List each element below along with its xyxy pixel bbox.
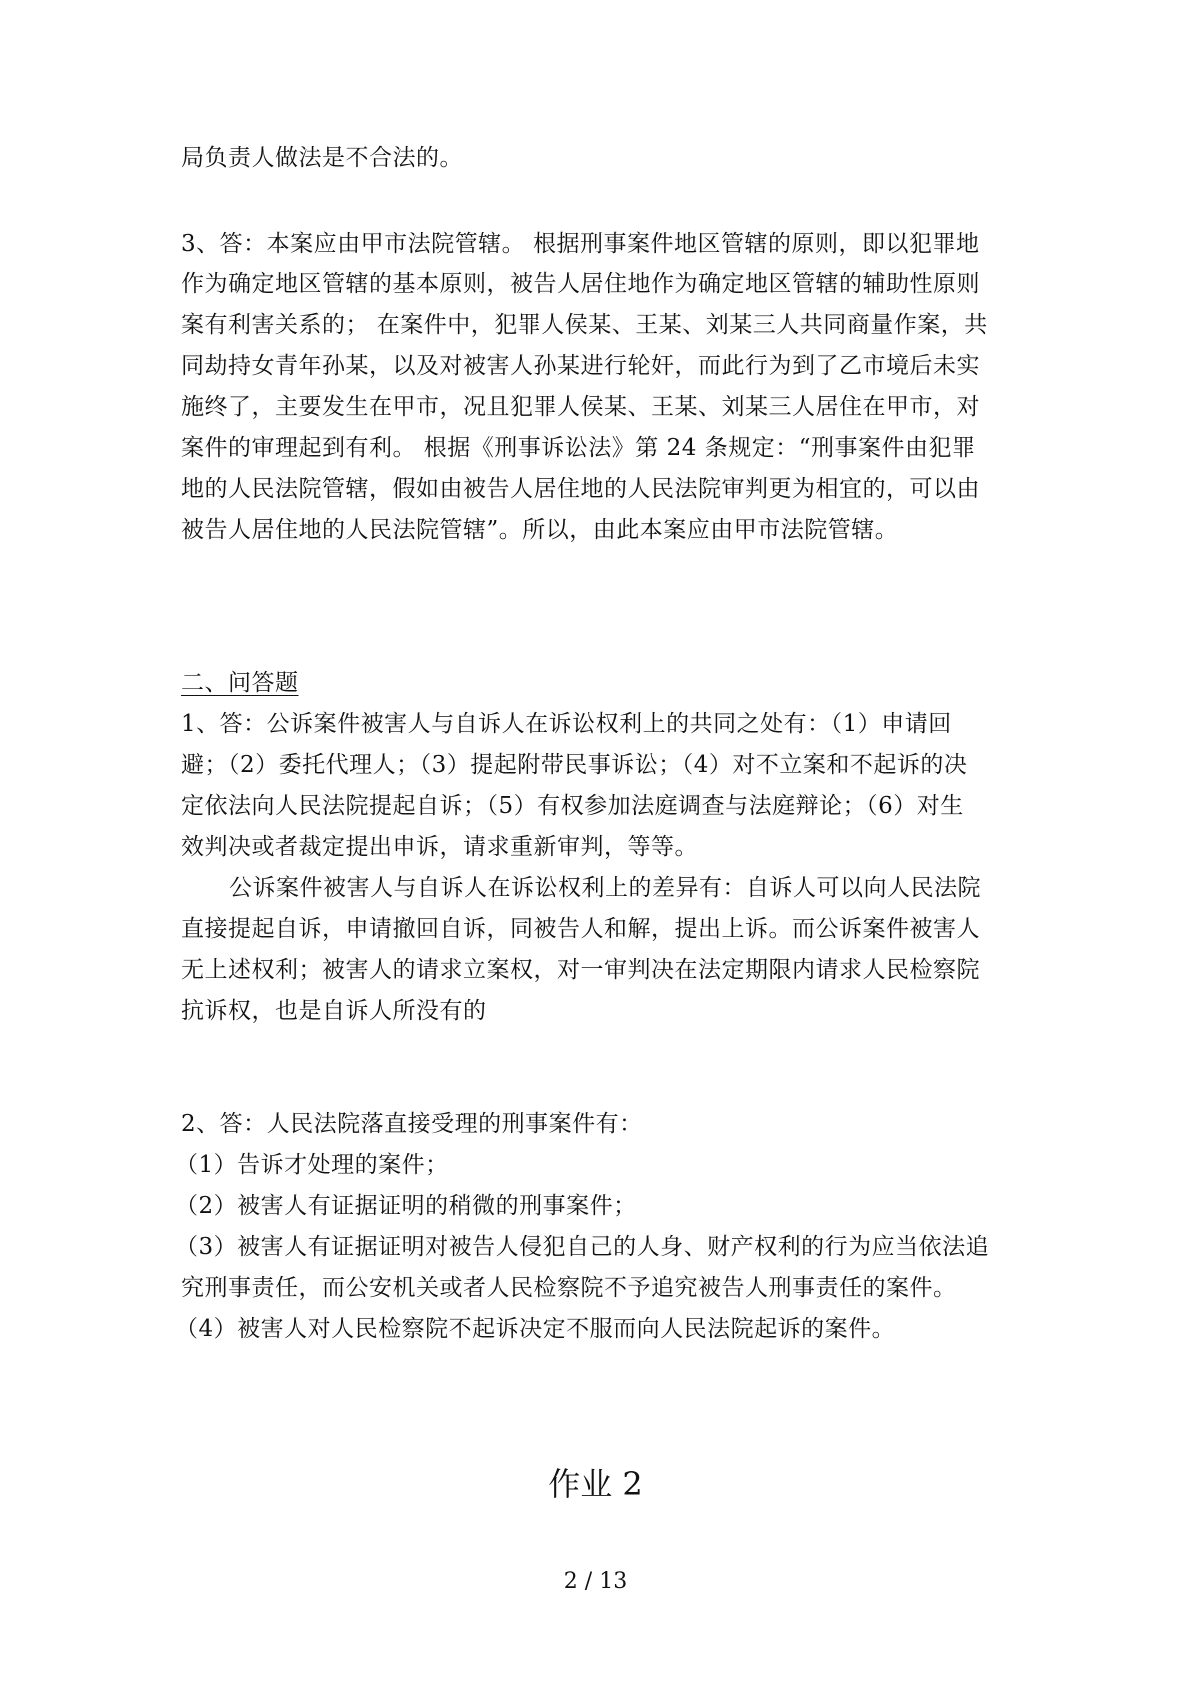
answer-3-line: 作为确定地区管辖的基本原则，被告人居住地作为确定地区管辖的辅助性原则 bbox=[181, 271, 980, 297]
answer-3-line: 案有利害关系的； 在案件中，犯罪人侯某、王某、刘某三人共同商量作案，共 bbox=[181, 312, 988, 338]
qa-1b-line: 直接提起自诉，申请撤回自诉，同被告人和解，提出上诉。而公诉案件被害人 bbox=[181, 916, 980, 942]
qa-1-line: 1、答：公诉案件被害人与自诉人在诉讼权利上的共同之处有：（1）申请回 bbox=[181, 711, 952, 737]
qa-1b-line: 公诉案件被害人与自诉人在诉讼权利上的差异有：自诉人可以向人民法院 bbox=[229, 875, 981, 901]
answer-3-line: 3、答：本案应由甲市法院管辖。 根据刑事案件地区管辖的原则，即以犯罪地 bbox=[181, 231, 980, 257]
page-number: 2 / 13 bbox=[563, 1569, 628, 1594]
answer-3-line: 案件的审理起到有利。 根据《刑事诉讼法》第 24 条规定：“刑事案件由犯罪 bbox=[181, 435, 976, 461]
qa-1b-line: 抗诉权，也是自诉人所没有的 bbox=[181, 998, 487, 1024]
qa-1-line: 定依法向人民法院提起自诉；（5）有权参加法庭调查与法庭辩论；（6）对生 bbox=[181, 793, 964, 819]
answer-3-line: 同劫持女青年孙某，以及对被害人孙某进行轮奸，而此行为到了乙市境后未实 bbox=[181, 353, 980, 379]
answer-3-line: 被告人居住地的人民法院管辖”。所以，由此本案应由甲市法院管辖。 bbox=[181, 517, 899, 543]
qa-2-item: （4）被害人对人民检察院不起诉决定不服而向人民法院起诉的案件。 bbox=[175, 1316, 896, 1342]
qa-2-item: （3）被害人有证据证明对被告人侵犯自己的人身、财产权利的行为应当依法追 bbox=[175, 1234, 990, 1260]
answer-3-line: 地的人民法院管辖，假如由被告人居住地的人民法院审判更为相宜的，可以由 bbox=[181, 476, 980, 502]
qa-2-item: （2）被害人有证据证明的稍微的刑事案件； bbox=[175, 1193, 637, 1219]
section-heading: 二、问答题 bbox=[181, 670, 299, 696]
qa-1-line: 避；（2）委托代理人；（3）提起附带民事诉讼；（4）对不立案和不起诉的决 bbox=[181, 752, 968, 778]
qa-2-line: 2、答：人民法院落直接受理的刑事案件有： bbox=[181, 1111, 643, 1137]
assignment-title: 作业 2 bbox=[548, 1465, 643, 1503]
answer-3-line: 施终了，主要发生在甲市，况且犯罪人侯某、王某、刘某三人居住在甲市，对 bbox=[181, 394, 980, 420]
qa-2-item: （1）告诉才处理的案件； bbox=[175, 1152, 449, 1178]
qa-1-line: 效判决或者裁定提出申诉，请求重新审判，等等。 bbox=[181, 834, 698, 860]
qa-1b-line: 无上述权利；被害人的请求立案权，对一审判决在法定期限内请求人民检察院 bbox=[181, 957, 980, 983]
paragraph-line: 局负责人做法是不合法的。 bbox=[181, 145, 463, 171]
qa-2-item: 究刑事责任，而公安机关或者人民检察院不予追究被告人刑事责任的案件。 bbox=[181, 1275, 957, 1301]
